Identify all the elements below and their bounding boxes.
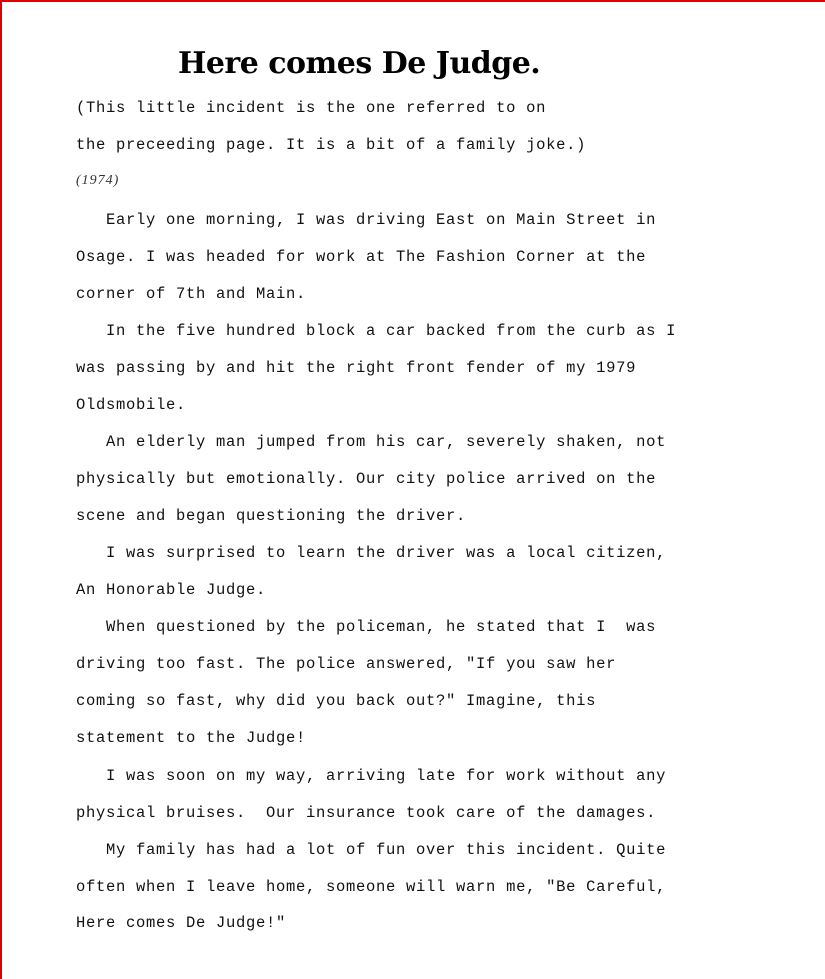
intro-line: (This little incident is the one referred to on — [76, 99, 547, 117]
body-line: scene and began questioning the driver. — [76, 507, 467, 525]
body-line: Osage. I was headed for work at The Fashion Corner at the — [76, 248, 647, 266]
body-line: statement to the Judge! — [76, 729, 307, 747]
body-line: coming so fast, why did you back out?" Imagine, this — [76, 692, 597, 710]
body-line: I was soon on my way, arriving late for work without any — [76, 767, 667, 785]
year-note: (1974) — [76, 173, 120, 188]
page-title: Here comes De Judge. — [178, 46, 541, 81]
body-line: My family has had a lot of fun over this incident. Quite — [76, 841, 667, 859]
intro-line: the preceeding page. It is a bit of a family joke.) — [76, 136, 587, 154]
body-line: driving too fast. The police answered, "If you saw her — [76, 655, 617, 673]
body-line: Early one morning, I was driving East on Main Street in — [76, 211, 657, 229]
body-line: often when I leave home, someone will warn me, "Be Careful, — [76, 878, 667, 896]
body-line: An elderly man jumped from his car, severely shaken, not — [76, 433, 667, 451]
body-line: In the five hundred block a car backed from the curb as I — [76, 322, 677, 340]
body-line: When questioned by the policeman, he stated that I was — [76, 618, 657, 636]
body-line: An Honorable Judge. — [76, 581, 267, 599]
body-line: corner of 7th and Main. — [76, 285, 307, 303]
body-line: physically but emotionally. Our city police arrived on the — [76, 470, 657, 488]
body-line: physical bruises. Our insurance took care of the damages. — [76, 804, 657, 822]
body-line: Here comes De Judge!" — [76, 914, 287, 932]
body-line: Oldsmobile. — [76, 396, 187, 414]
body-line: was passing by and hit the right front fender of my 1979 — [76, 359, 637, 377]
body-line: I was surprised to learn the driver was a local citizen, — [76, 544, 667, 562]
